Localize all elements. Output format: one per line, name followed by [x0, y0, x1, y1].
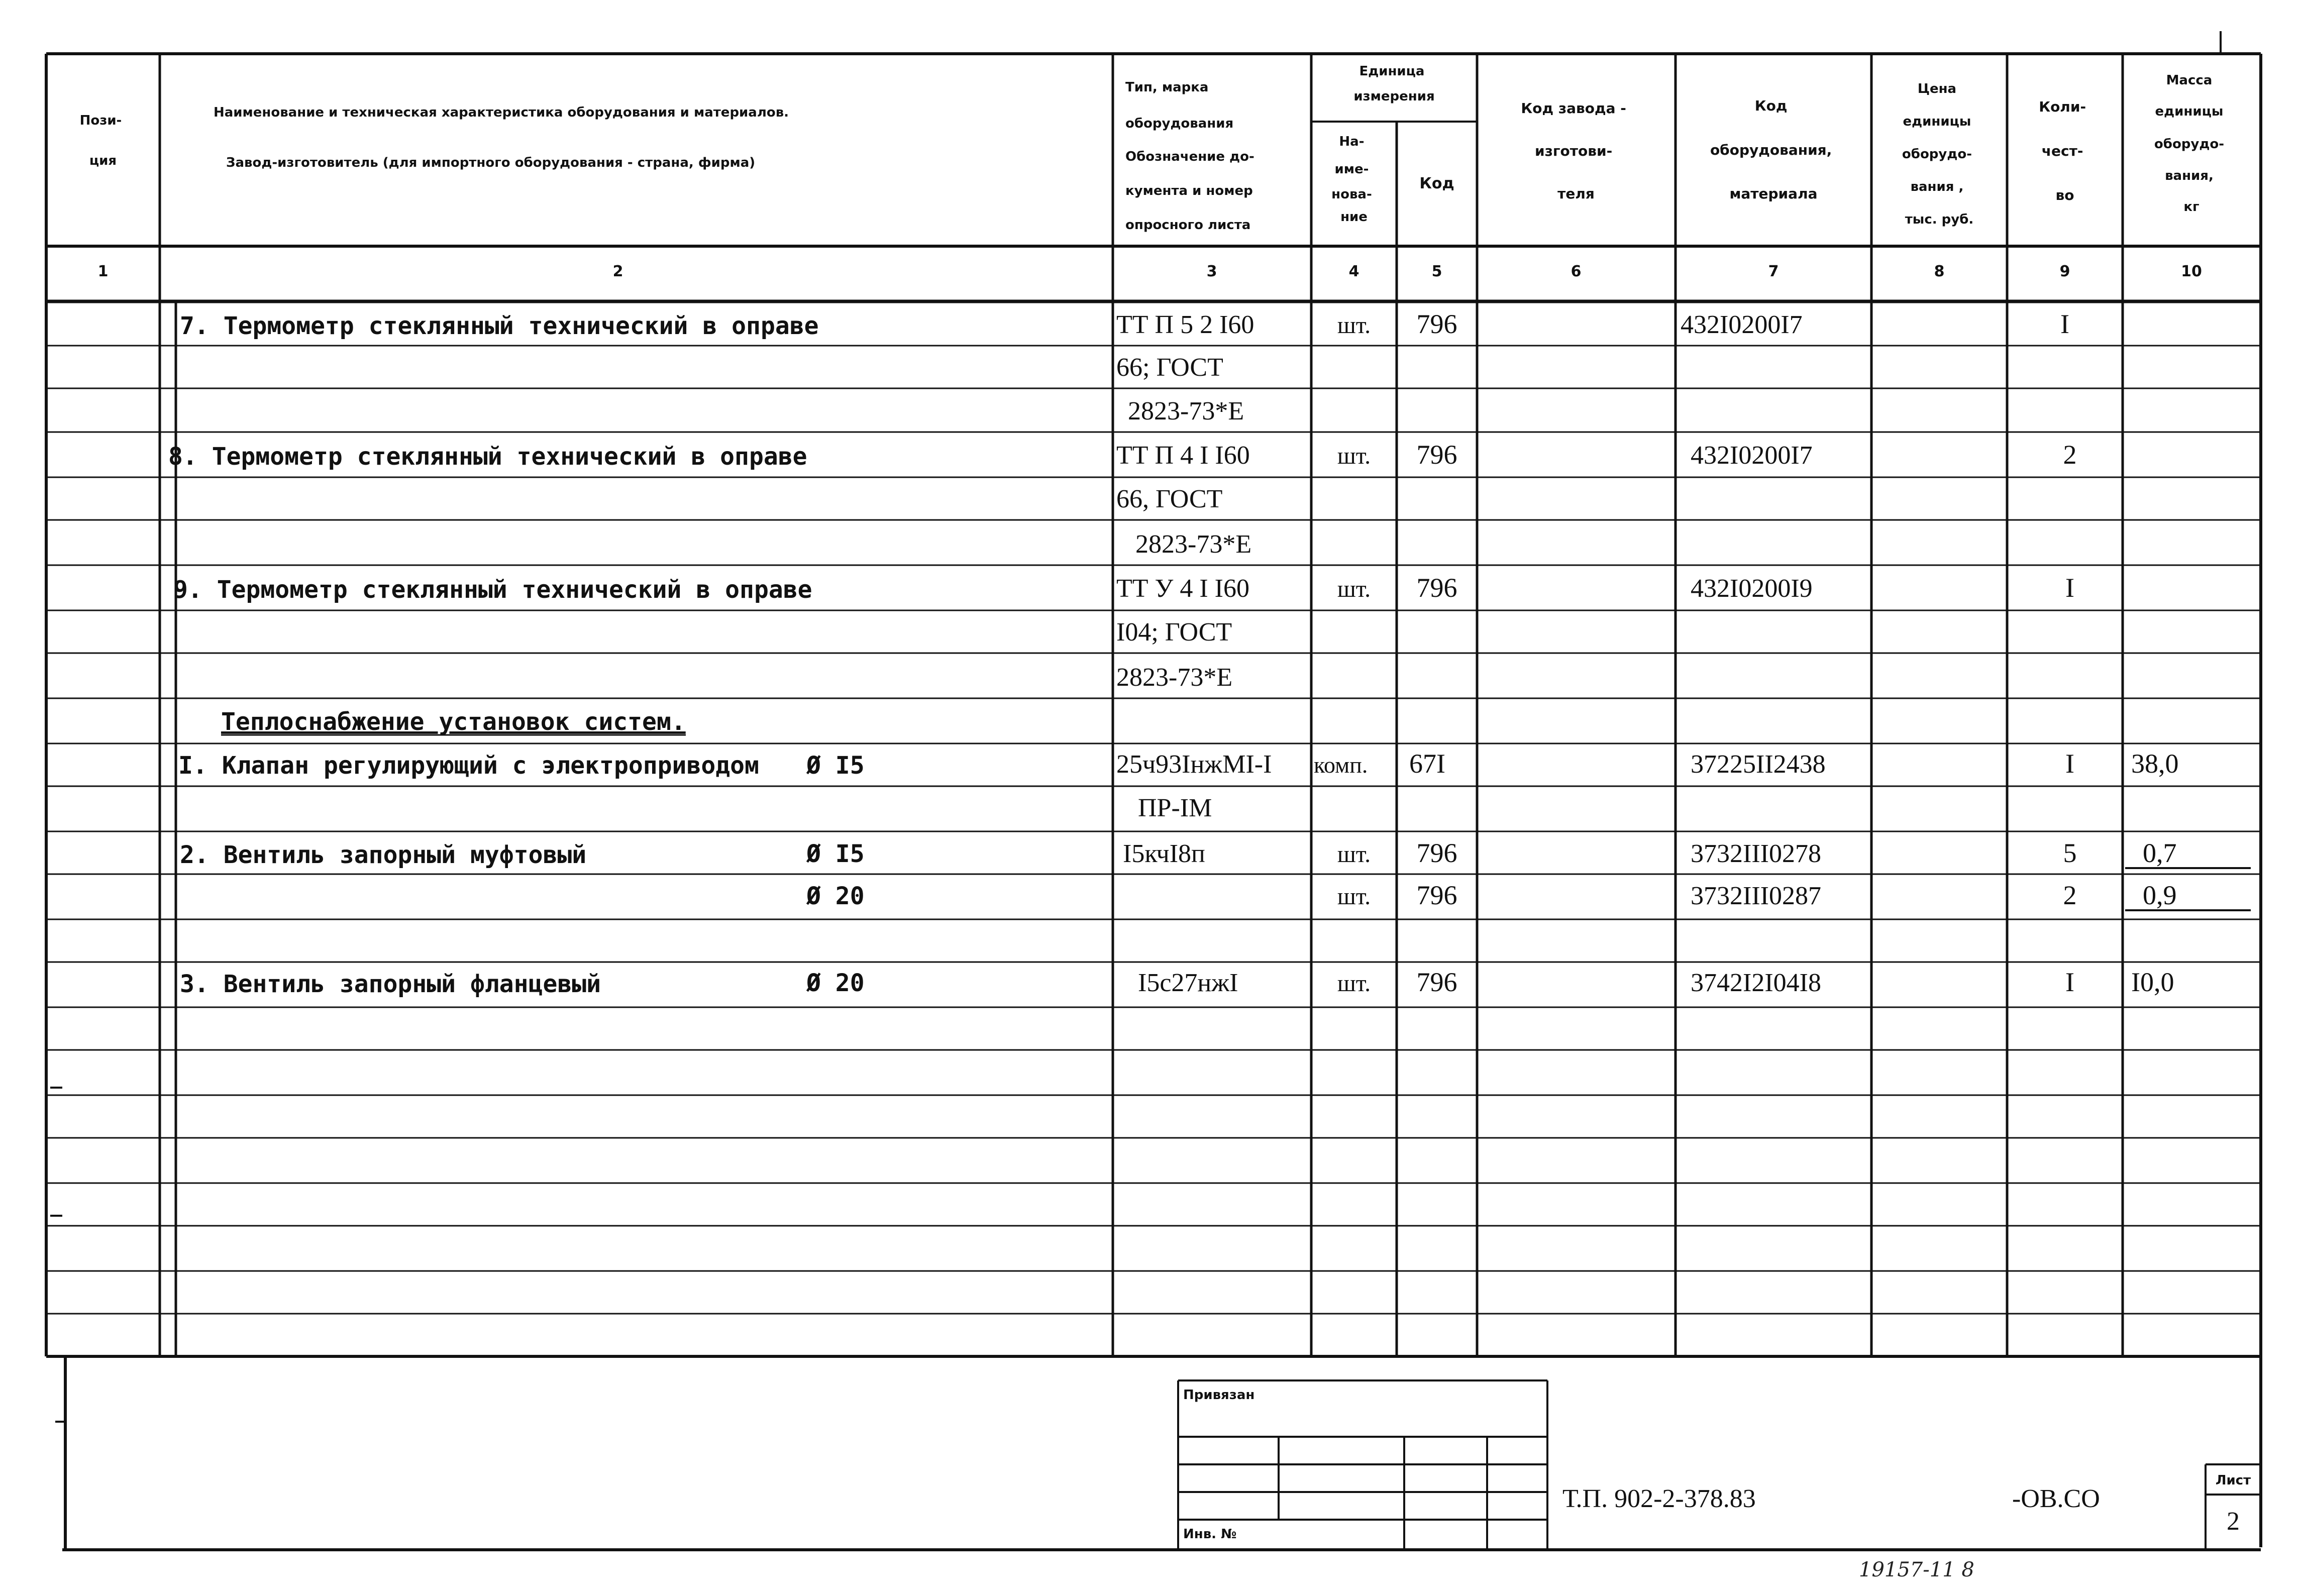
unit-mass: 0,9 [2143, 880, 2177, 910]
item-type: 66, ГОСТ [1116, 485, 1223, 513]
unit-name: шт. [1337, 443, 1371, 469]
header-type: Тип, марка оборудования Обозначение до- кумента и номер опросного листа [1125, 80, 1254, 233]
header-unit-name: На- име- нова- ние [1331, 134, 1372, 225]
item-name: 8. Термометр стеклянный технический в оправе [168, 443, 807, 471]
document-code: Т.П. 902-2-378.83 [1562, 1484, 1756, 1513]
item-type: 2823-73*Е [1116, 663, 1233, 692]
unit-code: 796 [1416, 440, 1457, 470]
item-type: ТТ У 4 I I60 [1116, 574, 1249, 603]
sheet-label: Лист [2215, 1473, 2251, 1488]
quantity: 2 [2063, 880, 2077, 910]
item-type: ТТ П 4 I I60 [1116, 441, 1250, 470]
quantity: I [2065, 573, 2074, 603]
item-type: I5с27нжI [1138, 969, 1238, 997]
quantity: I [2060, 309, 2069, 339]
header-name: Наименование и техническая характеристика оборудования и материалов. Завод-изготовитель (для импортного оборудования - страна, фирма) [214, 105, 789, 170]
header-manufacturer-code: Код завода - изготови- теля [1521, 100, 1626, 202]
table-frame [46, 31, 2261, 1550]
column-number: 1 [97, 263, 109, 280]
equipment-code: 432I0200I9 [1691, 574, 1813, 603]
item-diameter: Ø I5 [806, 752, 865, 780]
column-number: 7 [1768, 263, 1779, 280]
unit-name: шт. [1337, 312, 1371, 339]
unit-name: шт. [1337, 883, 1371, 910]
unit-code: 796 [1416, 967, 1457, 997]
column-number: 5 [1431, 263, 1442, 280]
header-equipment-code: Код оборудования, материала [1710, 97, 1832, 202]
item-type: I04; ГОСТ [1116, 618, 1232, 647]
unit-mass: 38,0 [2131, 749, 2179, 779]
header-price: Цена единицы оборудо- вания , тыс. руб. [1902, 81, 1974, 227]
equipment-code: 432I0200I7 [1681, 310, 1803, 339]
item-diameter: Ø 20 [806, 969, 865, 997]
unit-name: шт. [1337, 970, 1371, 997]
equipment-code: 3732III0278 [1691, 839, 1821, 868]
unit-code: 796 [1416, 309, 1457, 339]
unit-code: 67I [1409, 749, 1445, 779]
header-quantity: Коли- чест- во [2039, 98, 2086, 203]
item-name: 3. Вентиль запорный фланцевый [180, 970, 601, 998]
equipment-code: 432I0200I7 [1691, 441, 1813, 470]
title-block [1183, 1388, 2251, 1581]
item-diameter: Ø I5 [806, 840, 865, 868]
column-number: 8 [1934, 263, 1945, 280]
quantity: I [2065, 967, 2074, 997]
column-number: 9 [2059, 263, 2070, 280]
inventory-number-label: Инв. № [1183, 1527, 1237, 1542]
quantity: 2 [2063, 440, 2077, 470]
column-number: 2 [612, 263, 623, 280]
header-unit-title: Единица измерения [1353, 64, 1435, 104]
header-mass: Масса единицы оборудо- вания, кг [2154, 73, 2225, 215]
table-header [80, 64, 2229, 233]
column-number: 6 [1571, 263, 1582, 280]
privyazan-label: Привязан [1183, 1388, 1255, 1403]
unit-name: шт. [1337, 576, 1371, 602]
item-name: 9. Термометр стеклянный технический в оправе [173, 576, 812, 604]
item-type: ТТ П 5 2 I60 [1116, 310, 1254, 339]
section-title: Теплоснабжение установок систем. [221, 708, 686, 736]
document-suffix: -ОВ.СО [2012, 1484, 2100, 1513]
column-lines [160, 54, 2123, 1356]
item-type: 2823-73*Е [1135, 530, 1252, 559]
item-type: I5кчI8п [1123, 839, 1205, 868]
sheet-number: 2 [2227, 1507, 2240, 1536]
header-unit-code: Код [1419, 175, 1454, 192]
header-position: Пози- ция [79, 113, 122, 168]
item-type: 2823-73*Е [1128, 397, 1244, 425]
unit-name: комп. [1314, 752, 1368, 778]
item-diameter: Ø 20 [806, 882, 865, 910]
unit-code: 796 [1416, 838, 1457, 868]
unit-code: 796 [1416, 880, 1457, 910]
item-type: ПР-IМ [1138, 794, 1212, 822]
item-name: I. Клапан регулирующий с электроприводом [178, 752, 759, 780]
unit-name: шт. [1337, 841, 1371, 868]
equipment-code: 37225II2438 [1691, 750, 1826, 779]
column-number-row [98, 263, 2202, 280]
handwritten-note: 19157-11 8 [1859, 1558, 1974, 1581]
column-number: 10 [2181, 263, 2202, 280]
item-type: 66; ГОСТ [1116, 353, 1223, 382]
quantity: I [2065, 749, 2074, 779]
unit-mass: 0,7 [2143, 838, 2177, 868]
unit-code: 796 [1416, 573, 1457, 603]
quantity: 5 [2063, 838, 2077, 868]
item-name: 2. Вентиль запорный муфтовый [180, 841, 587, 869]
item-type: 25ч93IнжМI-I [1116, 750, 1272, 779]
column-number: 3 [1206, 263, 1217, 280]
item-name: 7. Термометр стеклянный технический в оправе [180, 312, 819, 340]
equipment-code: 3732III0287 [1691, 882, 1821, 910]
unit-mass: I0,0 [2131, 967, 2174, 997]
stamp-block-lines [1178, 1380, 2261, 1550]
equipment-code: 3742I2I04I8 [1691, 969, 1821, 997]
column-number: 4 [1348, 263, 1359, 280]
